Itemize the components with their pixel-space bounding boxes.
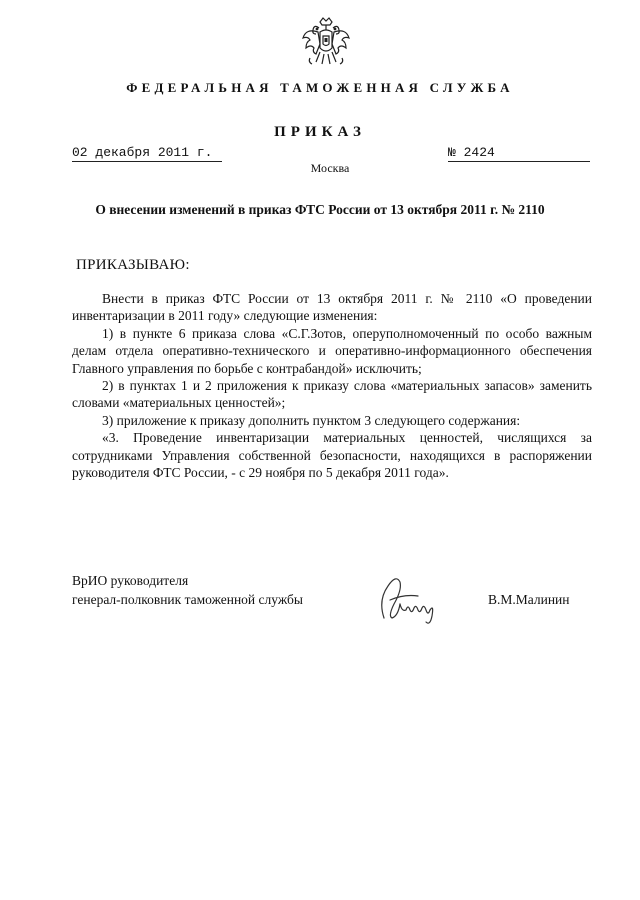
signatory-position-line2: генерал-полковник таможенной службы <box>72 592 303 607</box>
order-subject: О внесении изменений в приказ ФТС России от 13 октября 2011 г. № 2110 <box>95 202 545 217</box>
order-body <box>72 290 592 481</box>
paragraph-item-3: 3) приложение к приказу дополнить пунктом 3 следующего содержания: <box>102 412 521 428</box>
order-date: 02 декабря 2011 г. <box>72 145 222 162</box>
paragraph-item-1: 1) в пункте 6 приказа слова «С.Г.Зотов, оперуполномоченный по особо важным делам отдела оперативно-технического и оперативно-информационного обеспечения Главного управления по борьбе с контрабандой» исключить; <box>72 325 592 376</box>
city: Москва <box>310 161 350 175</box>
signatory-name: В.М.Малинин <box>488 592 570 607</box>
signature-image <box>370 560 450 630</box>
decree-word: ПРИКАЗЫВАЮ: <box>76 257 190 273</box>
agency-name: ФЕДЕРАЛЬНАЯ ТАМОЖЕННАЯ СЛУЖБА <box>126 80 514 95</box>
coat-of-arms-icon <box>300 14 352 70</box>
paragraph-item-2: 2) в пунктах 1 и 2 приложения к приказу слова «материальных запасов» заменить словами «материальных ценностей»; <box>72 378 592 411</box>
order-number: № 2424 <box>448 145 590 162</box>
signatory-position-line1: ВрИО руководителя <box>72 573 189 588</box>
paragraph-intro: Внести в приказ ФТС России от 13 октября 2011 г. № 2110 «О проведении инвентаризации в 2011 году» следующие изменения: <box>72 291 592 324</box>
document-type: ПРИКАЗ <box>274 124 366 140</box>
paragraph-quote: «3. Проведение инвентаризации материальных ценностей, числящихся за сотрудниками Управления собственной безопасности, находящихся в распоряжении руководителя ФТС России, - с 29 ноября по 5 декабря 2011 года». <box>72 430 592 481</box>
